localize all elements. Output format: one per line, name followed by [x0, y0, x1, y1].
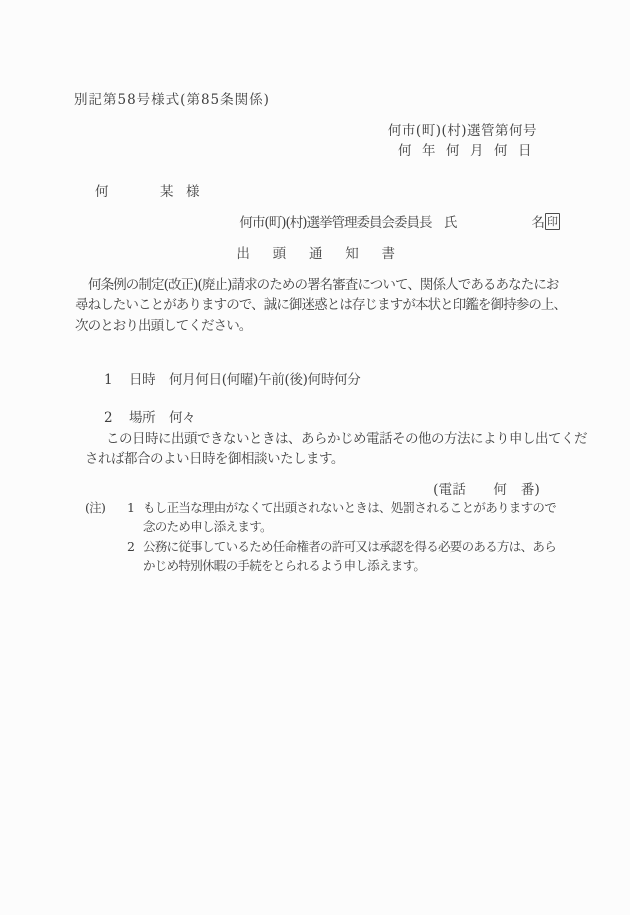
sender-title-and-name: 何市(町)(村)選挙管理委員会委員長 氏 名 — [239, 215, 544, 231]
notice-line-1: この日時に出頭できないときは、あらかじめ電話その他の方法により申し出てくだ — [106, 431, 587, 447]
item-datetime-value: 何月何日(何曜)午前(後)何時何分 — [168, 372, 361, 388]
note-2-number: 2 — [127, 538, 135, 554]
body-line-3: 次のとおり出頭してください。 — [75, 317, 252, 334]
note-1-line-2: 念のため申し添えます。 — [143, 519, 272, 535]
doc-number: 何市(町)(村)選管第何号 — [387, 123, 537, 139]
notice-line-2: されば都合のよい日時を御相談いたします。 — [85, 451, 344, 467]
sender-line — [239, 211, 560, 231]
document-title: 出 頭 通 知 書 — [236, 246, 394, 262]
body-paragraph — [75, 275, 569, 336]
notice-paragraph — [85, 429, 587, 469]
item-datetime-number: 1 — [103, 372, 113, 388]
item-datetime-label: 日時 — [128, 372, 156, 388]
body-line-1: 何条例の制定(改正)(廃止)請求のための署名審査について、関係人であるあなたにお — [88, 277, 559, 293]
note-2-text — [143, 537, 561, 576]
note-item-1 — [127, 498, 561, 537]
item-location-label: 場所 — [128, 410, 156, 426]
item-location-value: 何々 — [168, 410, 196, 426]
addressee-name: 何 某 様 — [95, 184, 199, 200]
doc-date: 何 年 何 月 何 日 — [398, 143, 530, 159]
note-2-line-1: 公務に従事しているため任命権者の許可又は承認を得る必要のある方は、あら — [143, 538, 557, 554]
note-item-2 — [127, 537, 561, 576]
item-location-number: 2 — [103, 410, 113, 426]
phone-line: (電話 何 番) — [433, 482, 540, 498]
form-number: 別記第58号様式(第85条関係) — [74, 92, 270, 108]
note-1-line-1: もし正当な理由がなくて出頭されないときは、処罰されることがありますので — [143, 500, 557, 515]
notes-label: (注) — [85, 500, 106, 515]
note-2-line-2: かじめ特別休暇の手続をとられるよう申し添えます。 — [143, 557, 426, 573]
note-1-text — [143, 498, 561, 537]
note-1-number: 1 — [127, 500, 135, 515]
notes-section — [85, 498, 561, 575]
body-line-2: 尋ねしたいことがありますので、誠に御迷惑とは存じますが本状と印鑑を御持参の上、 — [75, 297, 567, 314]
seal-stamp-box: 印 — [547, 214, 558, 228]
notes-body — [127, 498, 561, 575]
